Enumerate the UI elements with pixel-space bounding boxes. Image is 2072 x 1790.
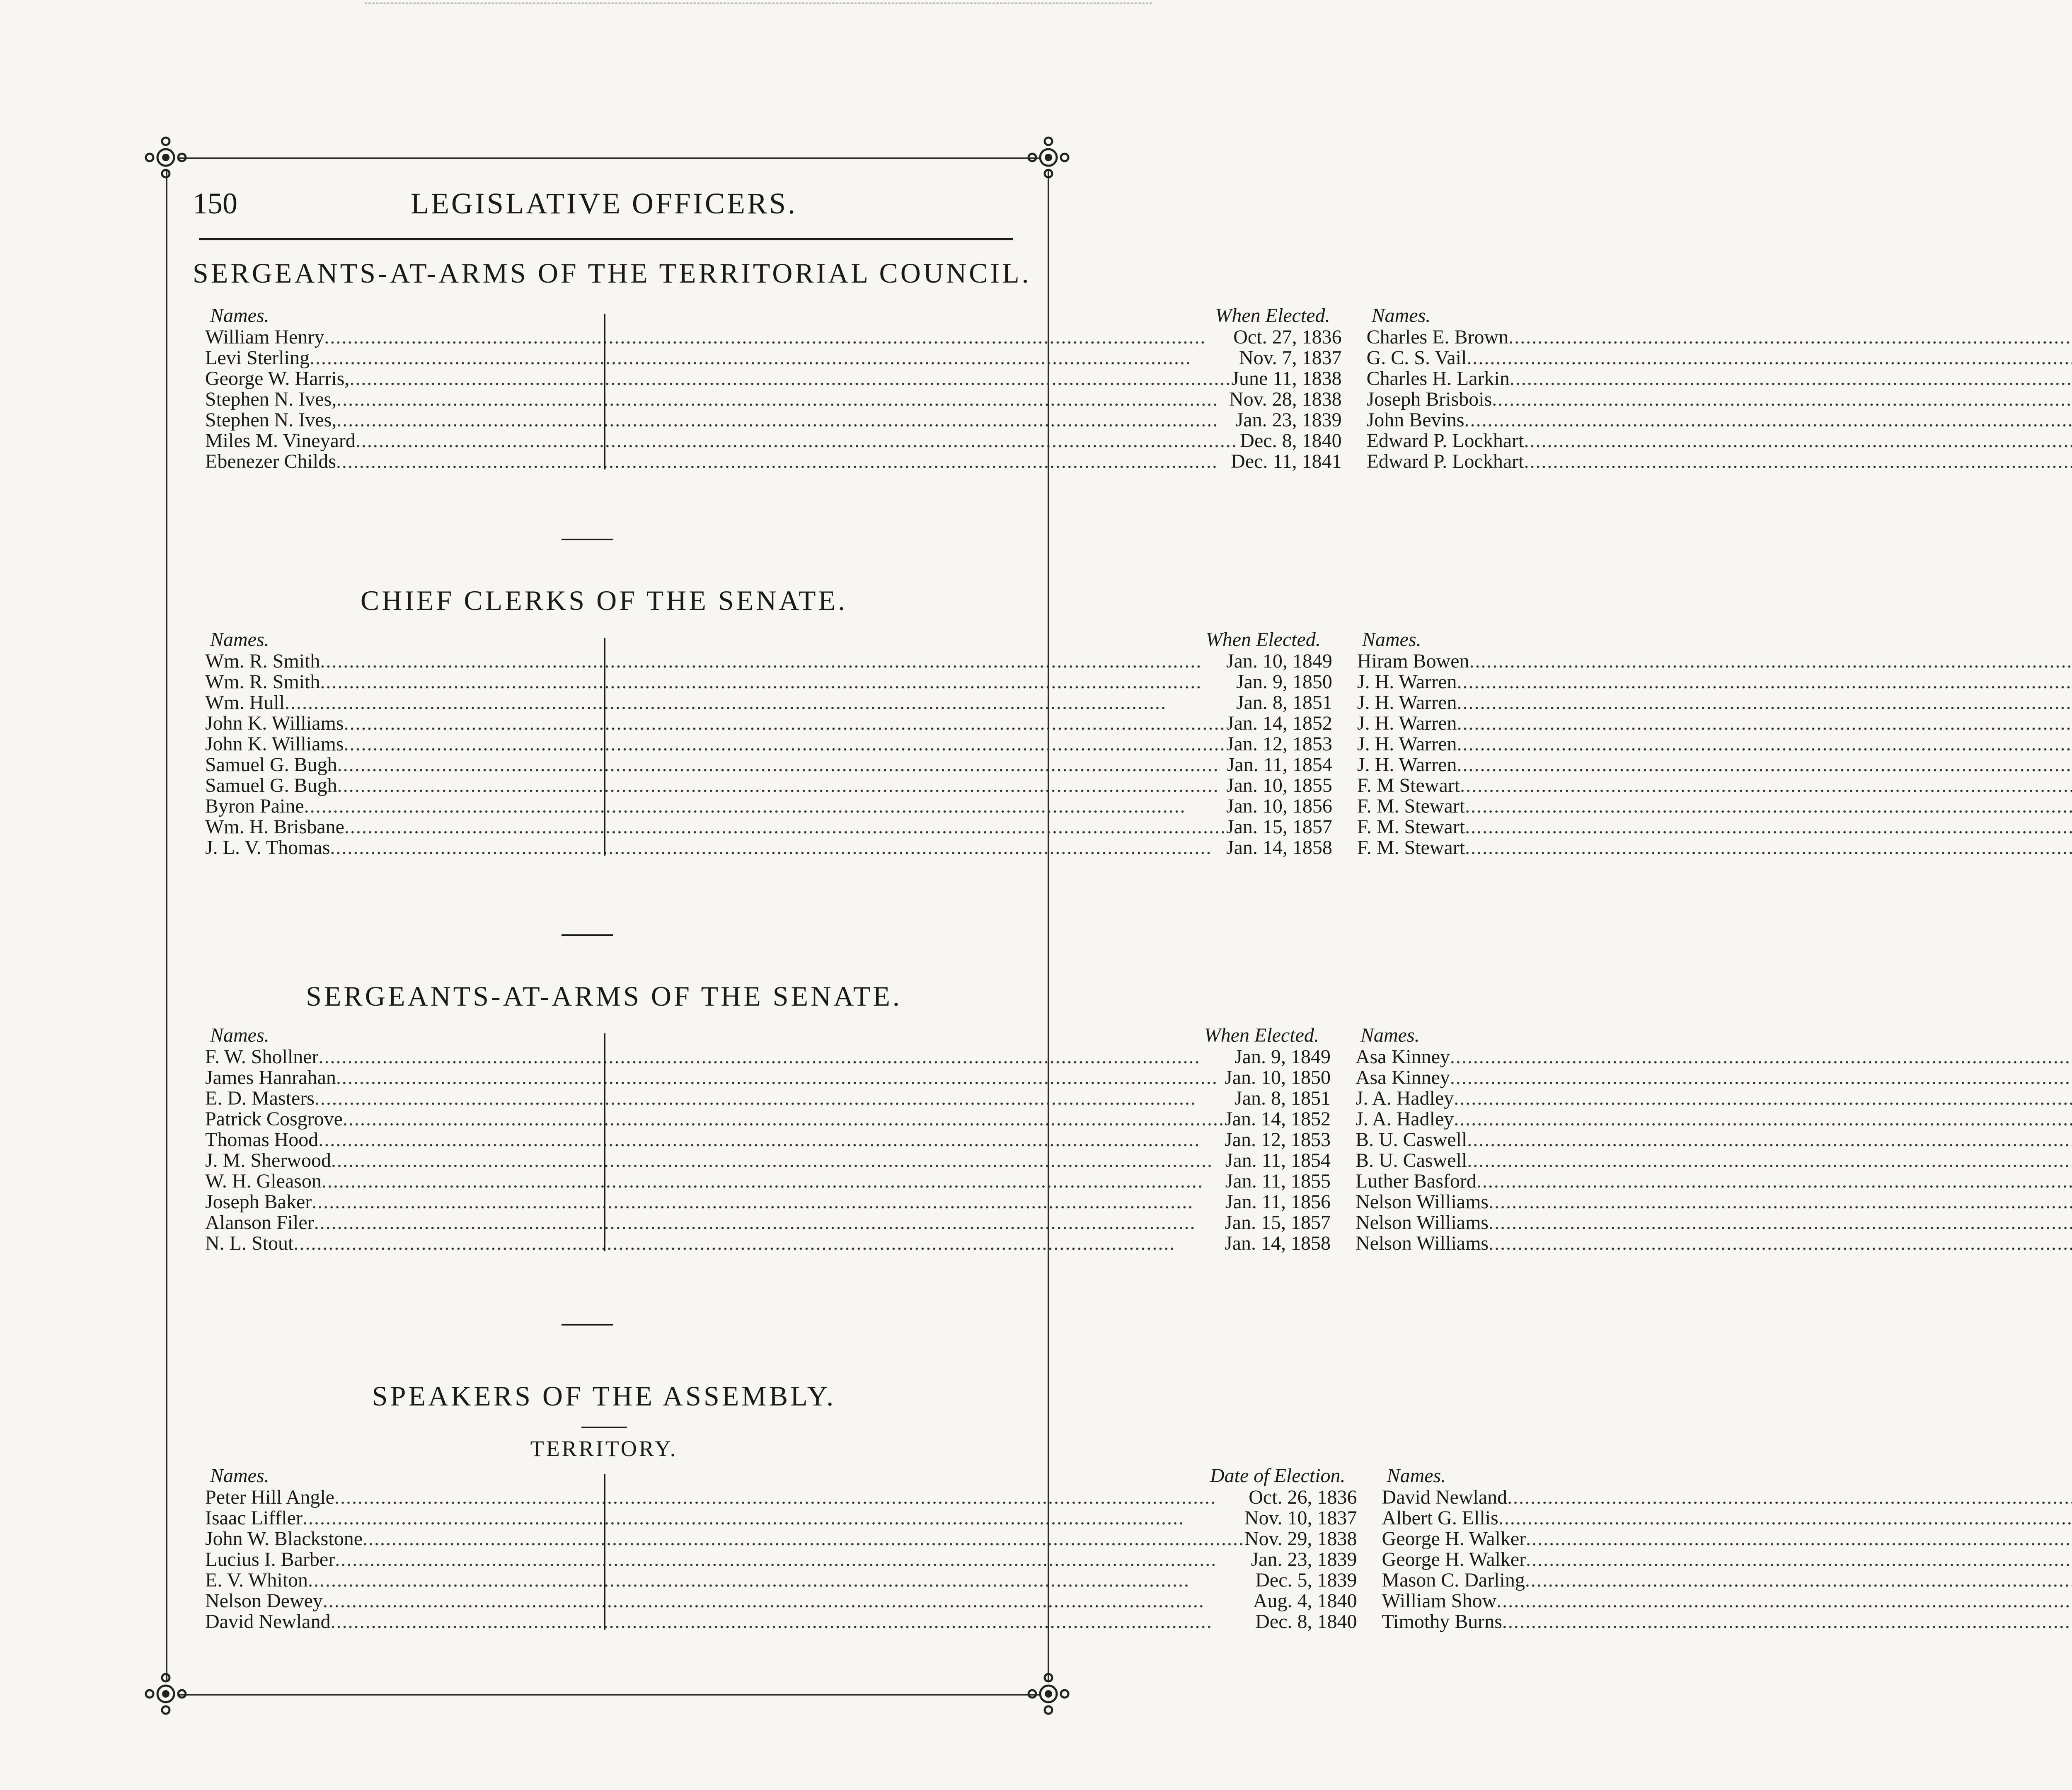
section-senate-sergeants [193,980,1489,1254]
list-item: David Newland ..... Dec. 8, 1840 [205,1611,1357,1632]
section-chief-clerks-senate [193,584,1469,859]
list-item: Alanson Filer ..... Jan. 15, 1857 [205,1212,1331,1233]
list-item: Samuel G. Bugh ..... Jan. 11, 1854 [205,755,1332,775]
list-item: J. H. Warren ..... [1357,734,2072,755]
list-item: Wm. H. Brisbane ..... Jan. 15, 1857 [205,817,1332,837]
list-item: George W. Harris, ..... June 11, 1838 [205,368,1342,389]
list-item: Stephen N. Ives, ..... Nov. 28, 1838 [205,389,1342,410]
right-column [1343,1024,2072,1254]
section-separator [562,539,613,540]
names-header: Names. [1360,1024,1420,1046]
list-item: Nelson Williams ..... [1356,1212,2072,1233]
left-column [193,1465,1370,1632]
date-header: When Elected. [1204,1024,1319,1046]
list-item: Edward P. Lockhart ..... [1367,431,2072,451]
section-columns [193,1465,1526,1633]
section-separator [562,1324,613,1326]
list-item: Lucius I. Barber ..... Jan. 23, 1839 [205,1549,1357,1570]
list-item: Wm. R. Smith ..... Jan. 10, 1849 [205,651,1332,672]
list-item: William Show ..... [1382,1591,2072,1611]
column-header [1367,305,2072,327]
section-territorial-council-sergeants [193,257,1524,472]
column-header [205,629,1332,651]
list-item: F. M. Stewart ..... [1357,817,2072,837]
section-columns [193,305,1524,472]
header-rule [199,238,1013,240]
list-item: B. U. Caswell ..... [1356,1130,2072,1150]
list-item: Levi Sterling ..... Nov. 7, 1837 [205,348,1342,368]
section-subheading: TERRITORY. [530,1436,678,1461]
list-item: Byron Paine ..... Jan. 10, 1856 [205,796,1332,817]
section-columns [193,1024,1489,1254]
names-header: Names. [210,629,269,651]
list-item: Mason C. Darling ..... [1382,1570,2072,1591]
names-header: Names. [1371,305,1431,327]
list-item: Thomas Hood ..... Jan. 12, 1853 [205,1130,1331,1150]
list-item: E. V. Whiton ..... Dec. 5, 1839 [205,1570,1357,1591]
corner-ornament-icon [1026,1671,1071,1717]
list-item: John K. Williams ..... Jan. 14, 1852 [205,713,1332,734]
list-item: B. U. Caswell ..... [1356,1150,2072,1171]
subheading-rule [581,1427,627,1428]
list-item: J. L. V. Thomas ..... Jan. 14, 1858 [205,837,1332,858]
list-item: Timothy Burns ..... [1382,1611,2072,1632]
list-item: F. W. Shollner ..... Jan. 9, 1849 [205,1047,1331,1067]
left-column [193,1024,1343,1254]
list-item: William Henry ..... Oct. 27, 1836 [205,327,1342,348]
names-header: Names. [210,305,269,327]
list-item: F. M. Stewart ..... [1357,796,2072,817]
list-item: David Newland ..... [1382,1487,2072,1508]
column-header [205,1024,1331,1047]
section-separator [562,934,613,936]
list-item: G. C. S. Vail ..... [1367,348,2072,368]
list-item: Edward P. Lockhart ..... [1367,451,2072,472]
list-item: Charles H. Larkin ..... [1367,368,2072,389]
left-column [193,305,1354,472]
list-item: F. M. Stewart ..... [1357,837,2072,858]
left-column [193,629,1345,858]
column-header [1357,629,2072,651]
section-title: SERGEANTS-AT-ARMS OF THE TERRITORIAL COUNCIL. [193,257,1031,289]
date-header: When Elected. [1205,629,1321,651]
list-item: John K. Williams ..... Jan. 12, 1853 [205,734,1332,755]
page-header [193,186,1015,236]
names-header: Names. [210,1465,269,1487]
list-item: F. M Stewart ..... [1357,775,2072,796]
right-column [1354,305,2072,472]
names-header: Names. [210,1024,269,1046]
corner-ornament-icon [1026,135,1071,180]
list-item: Wm. R. Smith ..... Jan. 9, 1850 [205,672,1332,692]
list-item: Joseph Baker ..... Jan. 11, 1856 [205,1192,1331,1212]
list-item: Luther Basford ..... [1356,1171,2072,1192]
names-header: Names. [1387,1465,1446,1487]
section-assembly-speakers [193,1380,1526,1633]
names-header: Names. [1362,629,1421,651]
right-column [1345,629,2072,858]
scan-edge-noise [365,2,1152,4]
list-item: Hiram Bowen ..... [1357,651,2072,672]
list-item: Albert G. Ellis ..... [1382,1508,2072,1529]
list-item: Miles M. Vineyard ..... Dec. 8, 1840 [205,431,1342,451]
column-divider [604,638,605,856]
list-item: Asa Kinney ..... [1356,1067,2072,1088]
list-item: W. H. Gleason ..... Jan. 11, 1855 [205,1171,1331,1192]
list-item: E. D. Masters ..... Jan. 8, 1851 [205,1088,1331,1109]
list-item: James Hanrahan ..... Jan. 10, 1850 [205,1067,1331,1088]
frame-border-bottom [178,1694,1040,1696]
list-item: N. L. Stout ..... Jan. 14, 1858 [205,1233,1331,1254]
list-item: George H. Walker ..... [1382,1549,2072,1570]
list-item: John W. Blackstone ..... Nov. 29, 1838 [205,1529,1357,1549]
column-header [1382,1465,2072,1487]
frame-border-top [178,157,1040,159]
list-item: Nelson Williams ..... [1356,1192,2072,1212]
column-divider [604,314,605,469]
section-title: SPEAKERS OF THE ASSEMBLY. [372,1380,836,1412]
list-item: J. A. Hadley ..... [1356,1109,2072,1130]
list-item: J. A. Hadley ..... [1356,1088,2072,1109]
list-item: Joseph Brisbois ..... [1367,389,2072,410]
list-item: Asa Kinney ..... [1356,1047,2072,1067]
list-item: J. H. Warren ..... [1357,755,2072,775]
list-item: Peter Hill Angle ..... Oct. 26, 1836 [205,1487,1357,1508]
list-item: J. M. Sherwood ..... Jan. 11, 1854 [205,1150,1331,1171]
list-item: Nelson Williams ..... [1356,1233,2072,1254]
list-item: Samuel G. Bugh ..... Jan. 10, 1855 [205,775,1332,796]
corner-ornament-icon [143,1671,189,1717]
section-columns [193,629,1469,859]
list-item: George H. Walker ..... [1382,1529,2072,1549]
list-item: Nelson Dewey ..... Aug. 4, 1840 [205,1591,1357,1611]
running-title: LEGISLATIVE OFFICERS. [410,187,798,220]
corner-ornament-icon [143,135,189,180]
list-item: Charles E. Brown ..... [1367,327,2072,348]
column-divider [604,1033,605,1251]
frame-border-left [166,170,167,1682]
column-header [1356,1024,2072,1047]
list-item: J. H. Warren ..... [1357,672,2072,692]
section-title: CHIEF CLERKS OF THE SENATE. [360,585,848,616]
list-item: Ebenezer Childs ..... Dec. 11, 1841 [205,451,1342,472]
list-item: Patrick Cosgrove ..... Jan. 14, 1852 [205,1109,1331,1130]
page-number: 150 [193,187,237,220]
list-item: John Bevins ..... [1367,410,2072,431]
date-header: When Elected. [1215,305,1330,327]
column-header [205,305,1342,327]
list-item: Stephen N. Ives, ..... Jan. 23, 1839 [205,410,1342,431]
date-header: Date of Election. [1210,1465,1346,1487]
column-header [205,1465,1357,1487]
section-title: SERGEANTS-AT-ARMS OF THE SENATE. [306,980,902,1012]
right-column [1370,1465,2072,1632]
list-item: J. H. Warren ..... [1357,713,2072,734]
column-divider [604,1474,605,1630]
list-item: Isaac Liffler ..... Nov. 10, 1837 [205,1508,1357,1529]
list-item: J. H. Warren ..... [1357,692,2072,713]
list-item: Wm. Hull ..... Jan. 8, 1851 [205,692,1332,713]
